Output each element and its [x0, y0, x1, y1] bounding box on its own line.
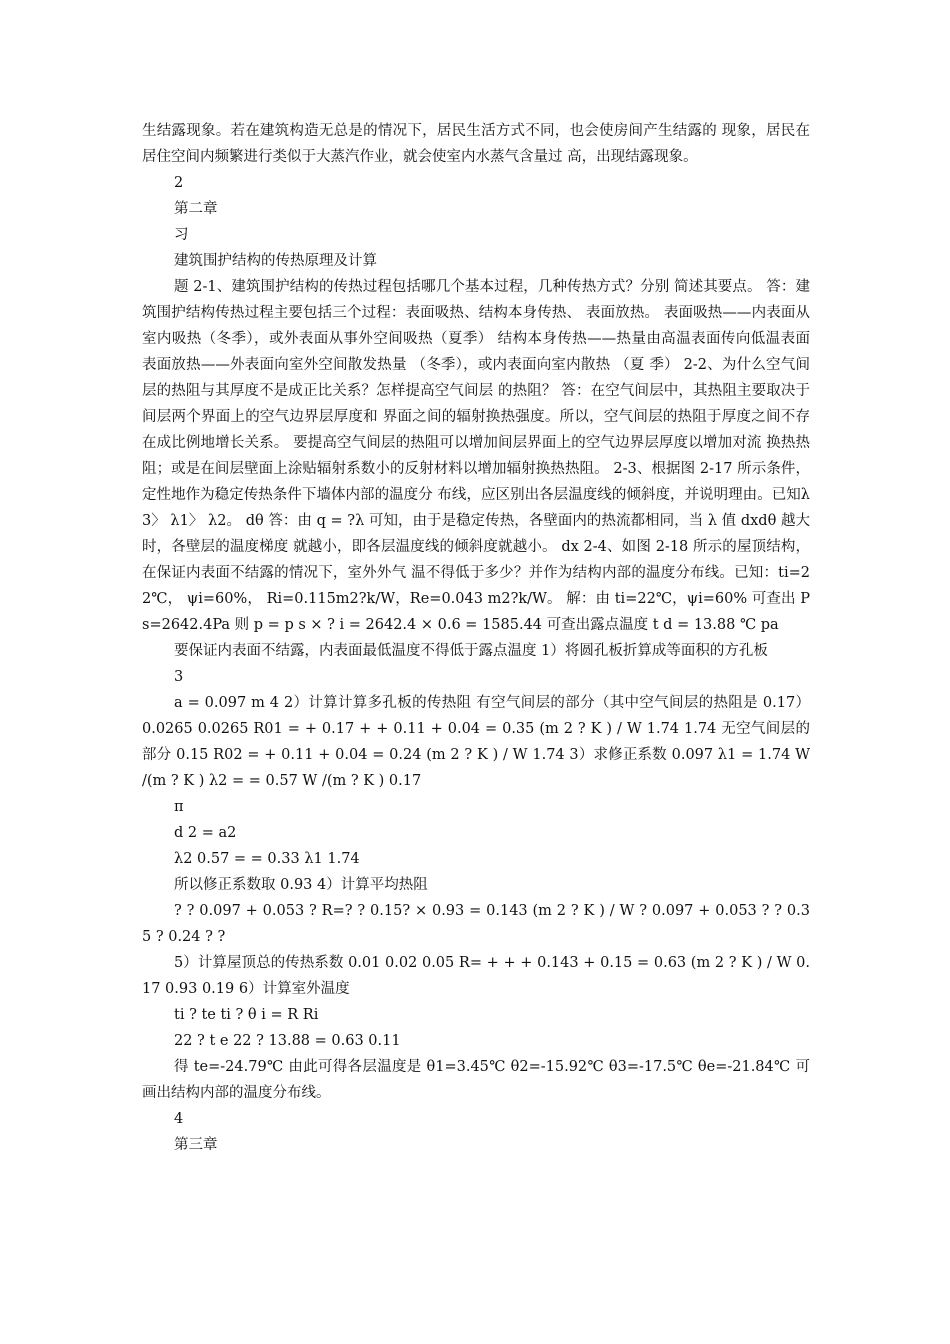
- chapter-heading: 第三章: [174, 1137, 218, 1153]
- formula-line: d 2 = a2: [174, 825, 237, 841]
- page-number: 2: [174, 175, 184, 191]
- paragraph: 要保证内表面不结露，内表面最低温度不得低于露点温度 1）将圆孔板折算成等面积的方孔板: [174, 643, 768, 659]
- paragraph: 题 2-1、建筑围护结构的传热过程包括哪几个基本过程，几种传热方式？分别 简述其要点。 答：建筑围护结构传热过程主要包括三个过程：表面吸热、结构本身传热、 表面放热。 表面吸热——内表面从室内吸热（冬季），或外表面从事外空间吸热（夏季） 结构本身传热——热量由高温表面传向低温表面 表面放热——外表面向室外空间散发热量 （冬季），或内表面向室内散热 （夏 季） 2-2、为什么空气间层的热阻与其厚度不是成正比关系？怎样提高空气间层 的热阻？ 答：在空气间层中，其热阻主要取决于间层两个界面上的空气边界层厚度和 界面之间的辐射换热强度。所以，空气间层的热阻于厚度之间不存在成比例地增长关系。 要提高空气间层的热阻可以增加间层界面上的空气边界层厚度以增加对流 换热热阻；或是在间层壁面上涂贴辐射系数小的反射材料以增加辐射换热热阻。 2-3、根据图 2-17 所示条件，定性地作为稳定传热条件下墙体内部的温度分 布线，应区别出各层温度线的倾斜度，并说明理由。已知λ3〉 λ1〉 λ2。 dθ 答：由 q = ?λ 可知，由于是稳定传热，各壁面内的热流都相同，当 λ 值 dxdθ 越大时，各壁层的温度梯度 就越小，即各层温度线的倾斜度就越小。 dx 2-4、如图 2-18 所示的屋顶结构，在保证内表面不结露的情况下，室外外气 温不得低于多少？并作为结构内部的温度分布线。已知：ti=22℃， ψi=60%， Ri=0.115m2?k/W，Re=0.043 m2?k/W。 解：由 ti=22℃，ψi=60% 可查出 Ps=2642.4Pa 则 p = p s × ? i = 2642.4 × 0.6 = 1585.44 可查出露点温度 t d = 13.88 ℃ pa: [142, 279, 810, 633]
- formula-line: ti ? te ti ? θ i = R Ri: [174, 1007, 319, 1023]
- paragraph: a = 0.097 m 4 2）计算计算多孔板的传热阻 有空气间层的部分（其中空气间层的热阻是 0.17） 0.0265 0.0265 R01 = + 0.17 + + 0.11 + 0.04 = 0.35 (m 2 ? K ) / W 1.74 1.74 无空气间层的部分 0.15 R02 = + 0.11 + 0.04 = 0.24 (m 2 ? K ) / W 1.74 3）求修正系数 0.097 λ1 = 1.74 W /(m ? K ) λ2 = = 0.57 W /(m ? K ) 0.17: [142, 695, 810, 789]
- section-title: 建筑围护结构的传热原理及计算: [174, 253, 377, 269]
- paragraph: 所以修正系数取 0.93 4）计算平均热阻: [174, 877, 428, 893]
- document-body: [142, 118, 810, 1158]
- formula-line: ? ? 0.097 + 0.053 ? R=? ? 0.15? × 0.93 = 0.143 (m 2 ? K ) / W ? 0.097 + 0.053 ? ? 0.35 ? 0.24 ? ?: [142, 903, 810, 945]
- chapter-heading: 第二章: [174, 201, 218, 217]
- formula-line: π: [174, 799, 184, 815]
- formula-line: 22 ? t e 22 ? 13.88 = 0.63 0.11: [174, 1033, 401, 1049]
- page-number: 3: [174, 669, 184, 685]
- paragraph: 5）计算屋顶总的传热系数 0.01 0.02 0.05 R= + + + 0.143 + 0.15 = 0.63 (m 2 ? K ) / W 0.17 0.93 0.19 6）计算室外温度: [142, 955, 810, 997]
- formula-line: λ2 0.57 = = 0.33 λ1 1.74: [174, 851, 360, 867]
- paragraph: 生结露现象。若在建筑构造无总是的情况下，居民生活方式不同，也会使房间产生结露的 现象，居民在居住空间内频繁进行类似于大蒸汽作业，就会使室内水蒸气含量过 高，出现结露现象。: [142, 123, 810, 165]
- paragraph: 得 te=-24.79℃ 由此可得各层温度是 θ1=3.45℃ θ2=-15.92℃ θ3=-17.5℃ θe=-21.84℃ 可画出结构内部的温度分布线。: [142, 1059, 810, 1101]
- page-number: 4: [174, 1111, 184, 1127]
- exercise-label: 习: [174, 227, 189, 243]
